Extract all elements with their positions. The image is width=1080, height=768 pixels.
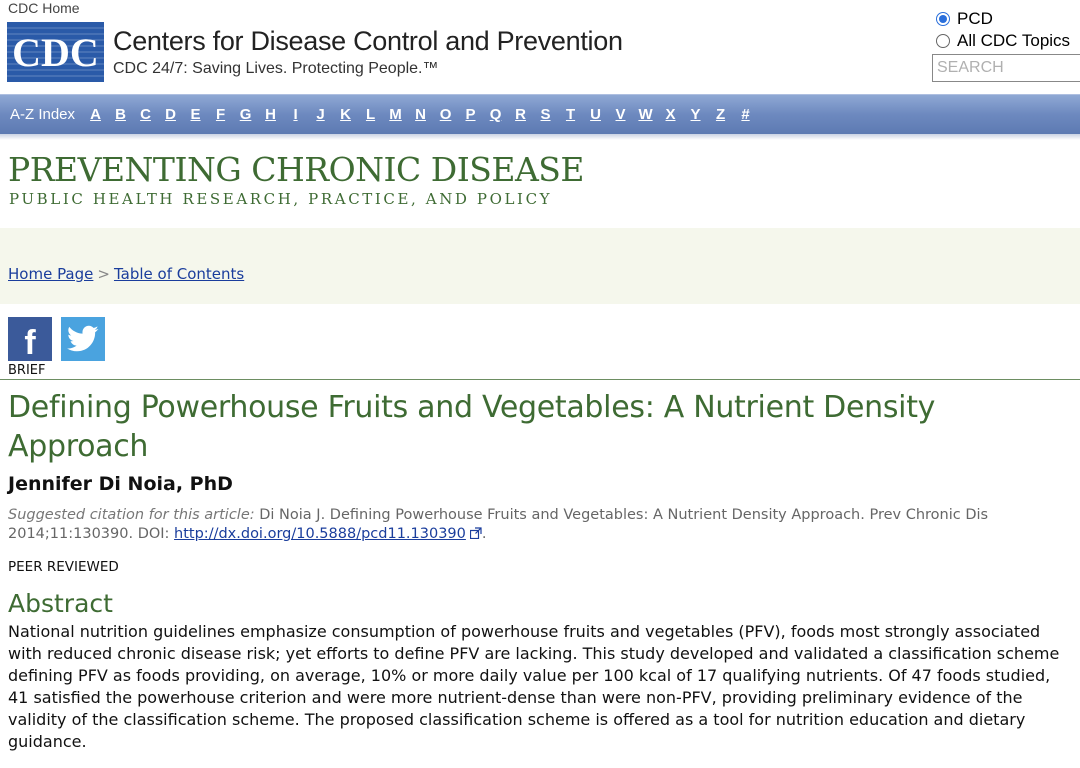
az-letter-l[interactable]: L <box>365 106 376 123</box>
citation-label: Suggested citation for this article: <box>8 507 255 523</box>
journal-title[interactable]: PREVENTING CHRONIC DISEASE <box>8 150 585 189</box>
social-share <box>8 317 105 361</box>
az-letter-n[interactable]: N <box>415 106 426 123</box>
twitter-bird-icon <box>67 325 99 353</box>
az-letter-e[interactable]: E <box>190 106 201 123</box>
breadcrumb-separator: > <box>97 265 110 283</box>
breadcrumb <box>8 265 244 283</box>
az-letter-c[interactable]: C <box>140 106 151 123</box>
tagline: CDC 24/7: Saving Lives. Protecting People.™ <box>113 60 439 77</box>
peer-reviewed-label: PEER REVIEWED <box>8 559 119 575</box>
doi-link[interactable]: http://dx.doi.org/10.5888/pcd11.130390 <box>174 526 466 542</box>
cdc-logo[interactable] <box>7 22 104 82</box>
journal-subtitle: PUBLIC HEALTH RESEARCH, PRACTICE, AND POLICY <box>9 190 553 208</box>
az-index-label[interactable]: A-Z Index <box>10 106 76 123</box>
external-link-icon[interactable] <box>470 527 482 539</box>
az-letter-v[interactable]: V <box>615 106 626 123</box>
az-letter-z[interactable]: Z <box>715 106 726 123</box>
az-letter-d[interactable]: D <box>165 106 176 123</box>
az-letter-t[interactable]: T <box>565 106 576 123</box>
abstract-text: National nutrition guidelines emphasize consumption of powerhouse fruits and vegetables (PFV), foods most strongly associated with reduced chronic disease risk; yet efforts to define PFV are lacking. This study developed and validated a classification scheme defining PFV as foods providing, on average, 10% or more daily value per 100 kcal of 17 qualifying nutrients. Of 47 foods studied, 41 satisfied the powerhouse criterion and were more nutrient-dense than were non-PFV, providing preliminary evidence of the validity of the classification scheme. The proposed classification scheme is offered as a tool for nutrition education and dietary guidance. <box>8 622 1060 751</box>
search-scope-label: PCD <box>957 9 993 28</box>
az-letter-w[interactable]: W <box>638 106 653 123</box>
az-letter-y[interactable]: Y <box>690 106 701 123</box>
article-type: BRIEF <box>8 363 46 378</box>
az-letter-x[interactable]: X <box>665 106 676 123</box>
az-letter-f[interactable]: F <box>215 106 226 123</box>
citation-end: . <box>481 526 487 542</box>
cdc-home-link[interactable]: CDC Home <box>8 0 80 16</box>
cdc-logo-icon <box>7 22 104 82</box>
search-input[interactable] <box>932 54 1080 82</box>
az-letter-p[interactable]: P <box>465 106 476 123</box>
facebook-icon: f <box>24 324 36 362</box>
az-index-nav <box>0 94 1080 134</box>
facebook-share-button[interactable] <box>8 317 52 361</box>
nav-shadow <box>0 134 1080 140</box>
radio-selected-icon[interactable] <box>936 12 950 26</box>
radio-unselected-icon[interactable] <box>936 34 950 48</box>
divider <box>0 379 1080 380</box>
twitter-share-button[interactable] <box>61 317 105 361</box>
az-letter-b[interactable]: B <box>115 106 126 123</box>
az-letter-hash[interactable]: # <box>741 106 750 123</box>
az-letter-q[interactable]: Q <box>489 106 502 123</box>
search-box <box>932 8 1080 88</box>
abstract-heading: Abstract <box>8 589 113 618</box>
suggested-citation <box>8 506 1072 544</box>
az-letter-s[interactable]: S <box>540 106 551 123</box>
az-letter-u[interactable]: U <box>590 106 601 123</box>
org-name: Centers for Disease Control and Prevention <box>113 26 623 56</box>
breadcrumb-toc-link[interactable]: Table of Contents <box>113 265 245 283</box>
article-author: Jennifer Di Noia, PhD <box>8 473 233 495</box>
citation-text: Di Noia J. Defining Powerhouse Fruits and Vegetables: A Nutrient Density Approach. Prev Chronic Dis 2014;11:130390. DOI: <box>8 507 989 542</box>
search-scope-all-topics[interactable] <box>932 30 1080 52</box>
az-letter-j[interactable]: J <box>316 106 325 123</box>
az-letter-g[interactable]: G <box>239 106 252 123</box>
svg-text:CDC: CDC <box>12 30 99 75</box>
breadcrumb-home-link[interactable]: Home Page <box>8 265 94 283</box>
az-letter-o[interactable]: O <box>439 106 452 123</box>
search-scope-label: All CDC Topics <box>957 31 1071 50</box>
az-letter-i[interactable]: I <box>293 106 298 123</box>
az-letter-a[interactable]: A <box>90 106 101 123</box>
az-letter-r[interactable]: R <box>515 106 526 123</box>
az-letter-k[interactable]: K <box>340 106 351 123</box>
az-letter-m[interactable]: M <box>389 106 402 123</box>
article-title: Defining Powerhouse Fruits and Vegetables: A Nutrient Density Approach <box>8 390 936 464</box>
az-letter-h[interactable]: H <box>265 106 276 123</box>
search-scope-pcd[interactable] <box>932 8 1080 30</box>
